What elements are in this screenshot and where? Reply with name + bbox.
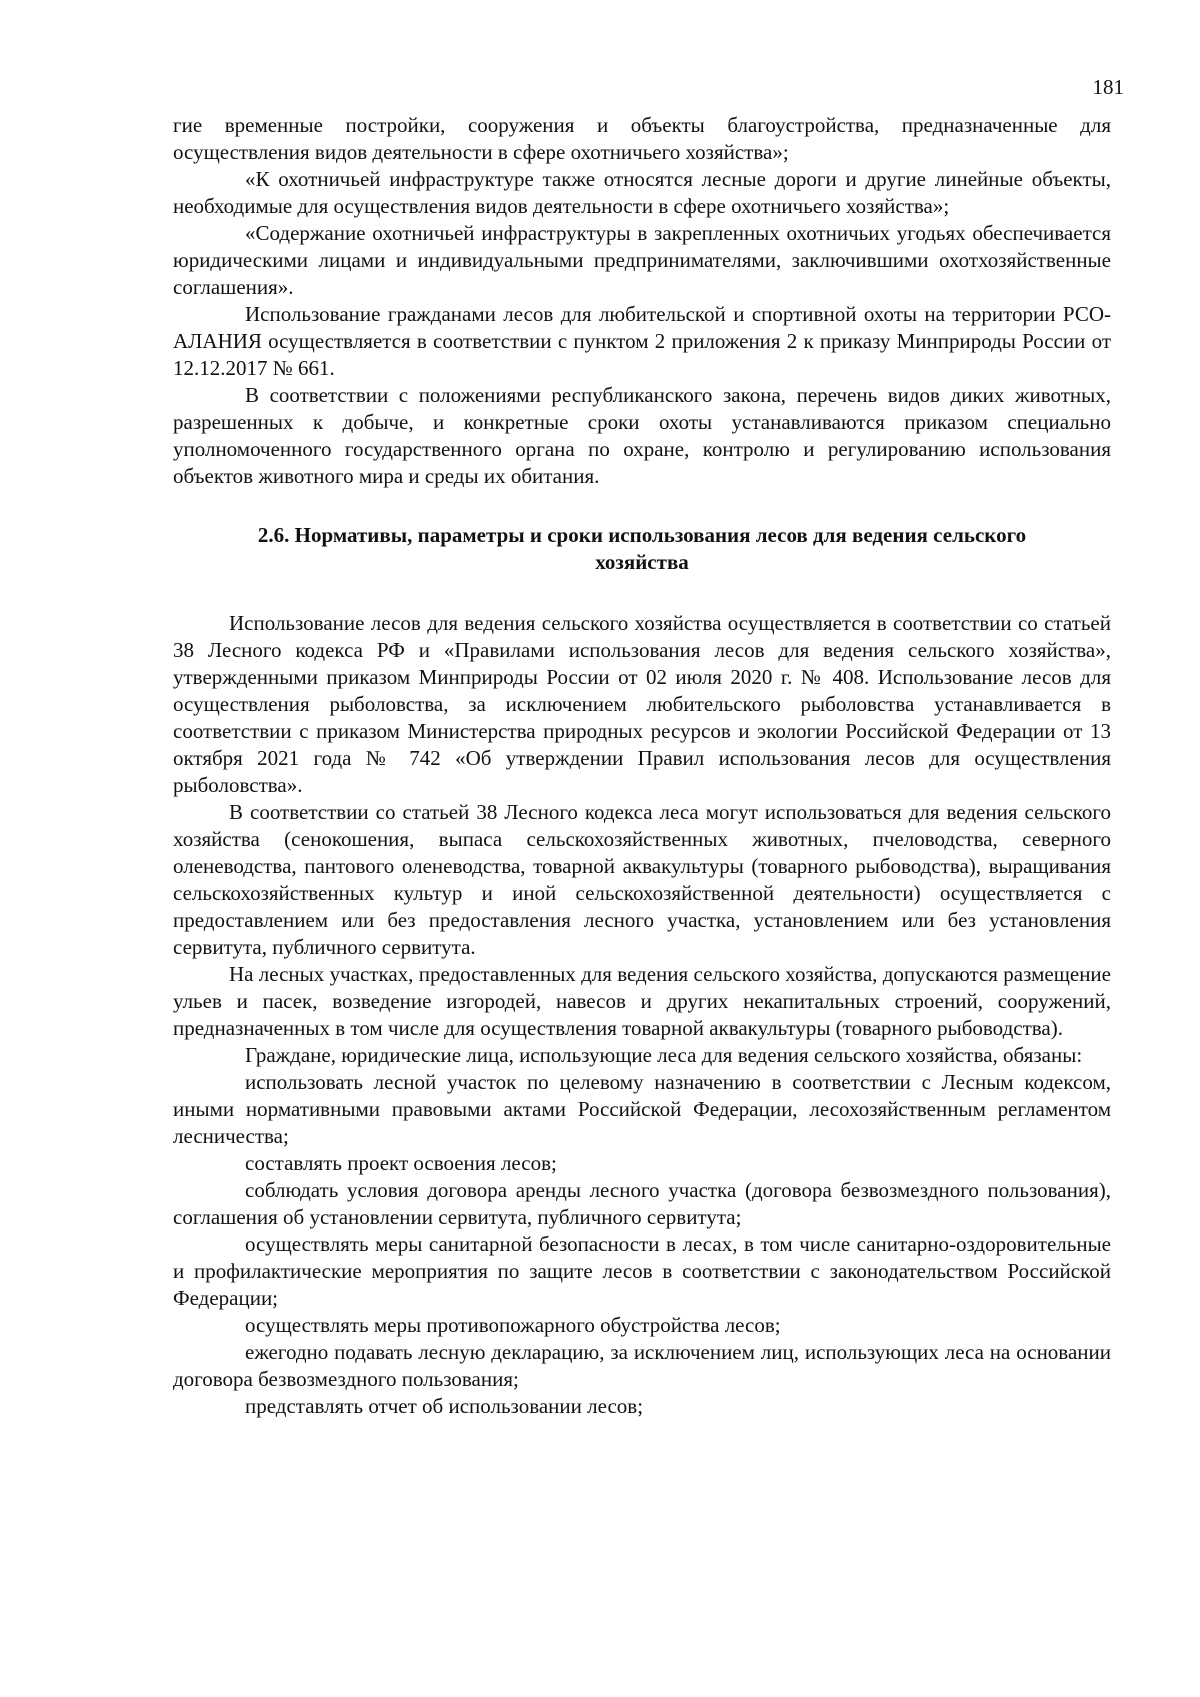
obligation-item: представлять отчет об использовании лесов; [245, 1394, 644, 1418]
section-heading-line: хозяйства [595, 550, 689, 574]
obligation-item: соблюдать условия договора аренды лесного участка (договора безвозмездного пользования), соглашения об установлении сервитута, публичного сервитута; [173, 1178, 1111, 1229]
paragraph: Граждане, юридические лица, использующие леса для ведения сельского хозяйства, обязаны: [245, 1043, 1083, 1067]
paragraph: В соответствии с положениями республиканского закона, перечень видов диких животных, разрешенных к добыче, и конкретные сроки охоты устанавливаются приказом специально уполномоченного государственного органа по охране, контролю и регулированию использования объектов животного мира и среды их обитания. [173, 383, 1111, 488]
document-body [173, 112, 1111, 1420]
paragraph: На лесных участках, предоставленных для ведения сельского хозяйства, допускаются размещение ульев и пасек, возведение изгородей, навесов и других некапитальных строений, сооружений, предназначенных в том числе для осуществления товарной аквакультуры (товарного рыбоводства). [173, 962, 1111, 1040]
paragraph: В соответствии со статьей 38 Лесного кодекса леса могут использоваться для ведения сельского хозяйства (сенокошения, выпаса сельскохозяйственных животных, пчеловодства, северного оленеводства, пантового оленеводства, товарной аквакультуры (товарного рыбоводства), выращивания сельскохозяйственных культур и иной сельскохозяйственной деятельности) осуществляется с предоставлением или без предоставления лесного участка, установлением или без установления сервитута, публичного сервитута. [173, 800, 1111, 959]
section-heading-line: 2.6. Нормативы, параметры и сроки использования лесов для ведения сельского [257, 523, 1027, 547]
paragraph: Использование гражданами лесов для любительской и спортивной охоты на территории РСО-АЛАНИЯ осуществляется в соответствии с пунктом 2 приложения 2 к приказу Минприроды России от 12.12.2017 № 661. [173, 302, 1111, 380]
obligation-item: осуществлять меры противопожарного обустройства лесов; [245, 1313, 781, 1337]
paragraph-continuation: гие временные постройки, сооружения и объекты благоустройства, предназначенные для осуществления видов деятельности в сфере охотничьего хозяйства»; [173, 113, 1111, 164]
section-heading [173, 522, 1111, 576]
obligation-item: составлять проект освоения лесов; [245, 1151, 557, 1175]
obligation-item: использовать лесной участок по целевому назначению в соответствии с Лесным кодексом, иными нормативными правовыми актами Российской Федерации, лесохозяйственным регламентом лесничества; [173, 1070, 1111, 1148]
obligation-item: ежегодно подавать лесную декларацию, за исключением лиц, использующих леса на основании договора безвозмездного пользования; [173, 1340, 1111, 1391]
paragraph-quote: «К охотничьей инфраструктуре также относятся лесные дороги и другие линейные объекты, необходимые для осуществления видов деятельности в сфере охотничьего хозяйства»; [173, 167, 1111, 218]
paragraph: Использование лесов для ведения сельского хозяйства осуществляется в соответствии со статьей 38 Лесного кодекса РФ и «Правилами использования лесов для ведения сельского хозяйства», утвержденными приказом Минприроды России от 02 июля 2020 г. № 408. Использование лесов для осуществления рыболовства, за исключением любительского рыболовства устанавливается в соответствии с приказом Министерства природных ресурсов и экологии Российской Федерации от 13 октября 2021 года № 742 «Об утверждении Правил использования лесов для осуществления рыболовства». [173, 611, 1111, 797]
obligation-item: осуществлять меры санитарной безопасности в лесах, в том числе санитарно-оздоровительные и профилактические мероприятия по защите лесов в соответствии с законодательством Российской Федерации; [173, 1232, 1111, 1310]
page-number: 181 [1092, 75, 1124, 99]
paragraph-quote: «Содержание охотничьей инфраструктуры в закрепленных охотничьих угодьях обеспечивается юридическими лицами и индивидуальными предпринимателями, заключившими охотхозяйственные соглашения». [173, 221, 1111, 299]
